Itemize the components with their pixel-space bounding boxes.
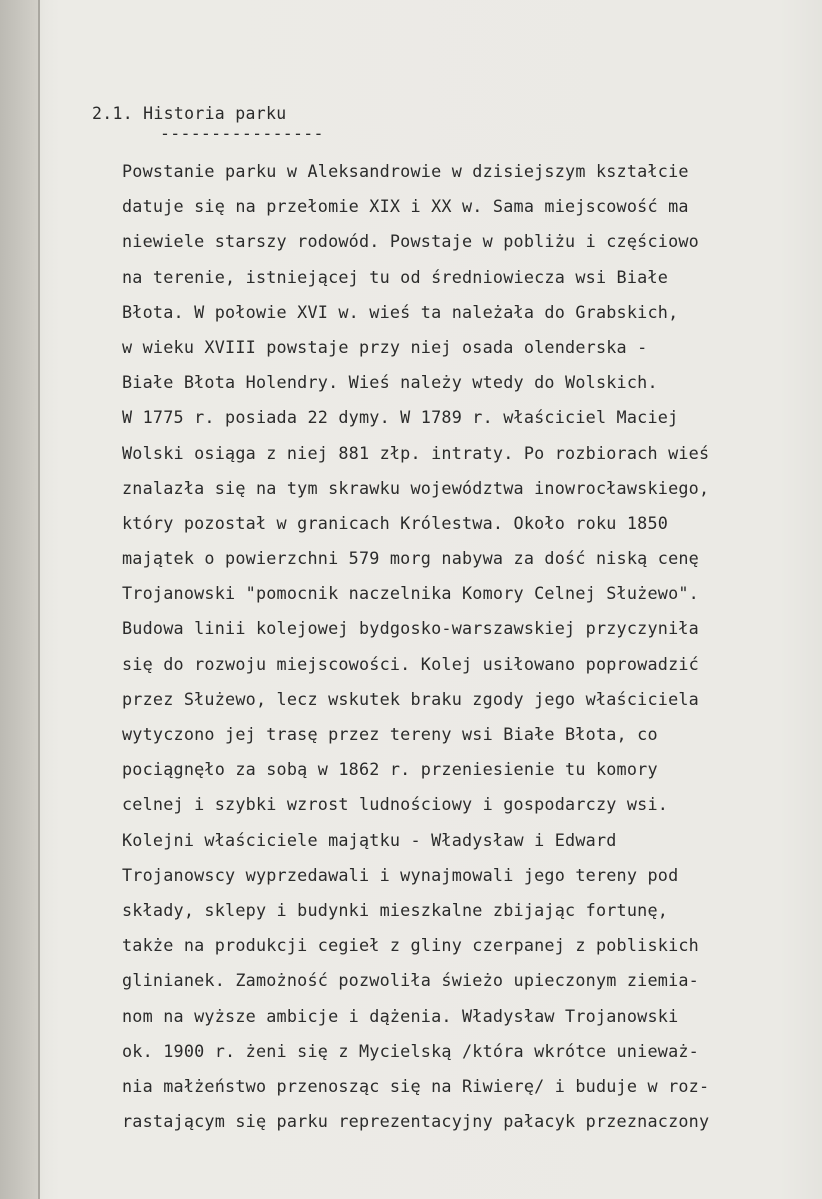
text-line: glinianek. Zamożność pozwoliła świeżo upieczonym ziemia- <box>122 970 699 991</box>
text-line: znalazła się na tym skrawku województwa inowrocławskiego, <box>122 477 710 498</box>
binding-shadow <box>0 0 38 1199</box>
text-line: pociągnęło za sobą w 1862 r. przeniesienie tu komory <box>122 759 658 780</box>
text-line: Budowa linii kolejowej bydgosko-warszawskiej przyczyniła <box>122 618 699 639</box>
text-line: na terenie, istniejącej tu od średniowiecza wsi Białe <box>122 266 669 287</box>
text-line: Kolejni właściciele majątku - Władysław i Edward <box>122 829 617 850</box>
text-line: nom na wyższe ambicje i dążenia. Władysław Trojanowski <box>122 1005 679 1026</box>
text-line: Wolski osiąga z niej 881 złp. intraty. Po rozbiorach wieś <box>122 442 710 463</box>
text-line: Trojanowski "pomocnik naczelnika Komory Celnej Służewo". <box>122 583 699 604</box>
text-line: się do rozwoju miejscowości. Kolej usiłowano poprowadzić <box>122 653 699 674</box>
section-heading: 2.1. Historia parku <box>92 104 287 123</box>
text-line: celnej i szybki wzrost ludnościowy i gospodarczy wsi. <box>122 794 669 815</box>
text-line: datuje się na przełomie XIX i XX w. Sama miejscowość ma <box>122 196 689 217</box>
text-line: wytyczono jej trasę przez tereny wsi Białe Błota, co <box>122 724 658 744</box>
text-line: który pozostał w granicach Królestwa. Około roku 1850 <box>122 512 669 533</box>
body-text <box>122 154 762 1139</box>
heading-underline: ---------------- <box>160 124 324 143</box>
page-binding-edge <box>38 0 40 1199</box>
text-line: także na produkcji cegieł z gliny czerpanej z pobliskich <box>122 935 699 956</box>
text-line: Białe Błota Holendry. Wieś należy wtedy do Wolskich. <box>122 372 658 393</box>
text-line: rastającym się parku reprezentacyjny pałacyk przeznaczony <box>122 1111 710 1132</box>
text-line: w wieku XVIII powstaje przy niej osada olenderska - <box>122 336 648 357</box>
text-line: składy, sklepy i budynki mieszkalne zbijając fortunę, <box>122 899 669 920</box>
text-line: Powstanie parku w Aleksandrowie w dzisiejszym kształcie <box>122 161 689 181</box>
text-line: przez Służewo, lecz wskutek braku zgody jego właściciela <box>122 688 699 709</box>
text-line: Trojanowscy wyprzedawali i wynajmowali jego tereny pod <box>122 864 679 885</box>
text-line: niewiele starszy rodowód. Powstaje w pobliżu i częściowo <box>122 231 699 252</box>
text-line: majątek o powierzchni 579 morg nabywa za dość niską cenę <box>122 548 699 569</box>
text-line: nia małżeństwo przenosząc się na Riwierę/ i buduje w roz- <box>122 1075 710 1096</box>
text-line: ok. 1900 r. żeni się z Mycielską /która wkrótce unieważ- <box>122 1040 699 1061</box>
text-line: Błota. W połowie XVI w. wieś ta należała do Grabskich, <box>122 301 679 322</box>
text-line: W 1775 r. posiada 22 dymy. W 1789 r. właściciel Maciej <box>122 407 679 428</box>
